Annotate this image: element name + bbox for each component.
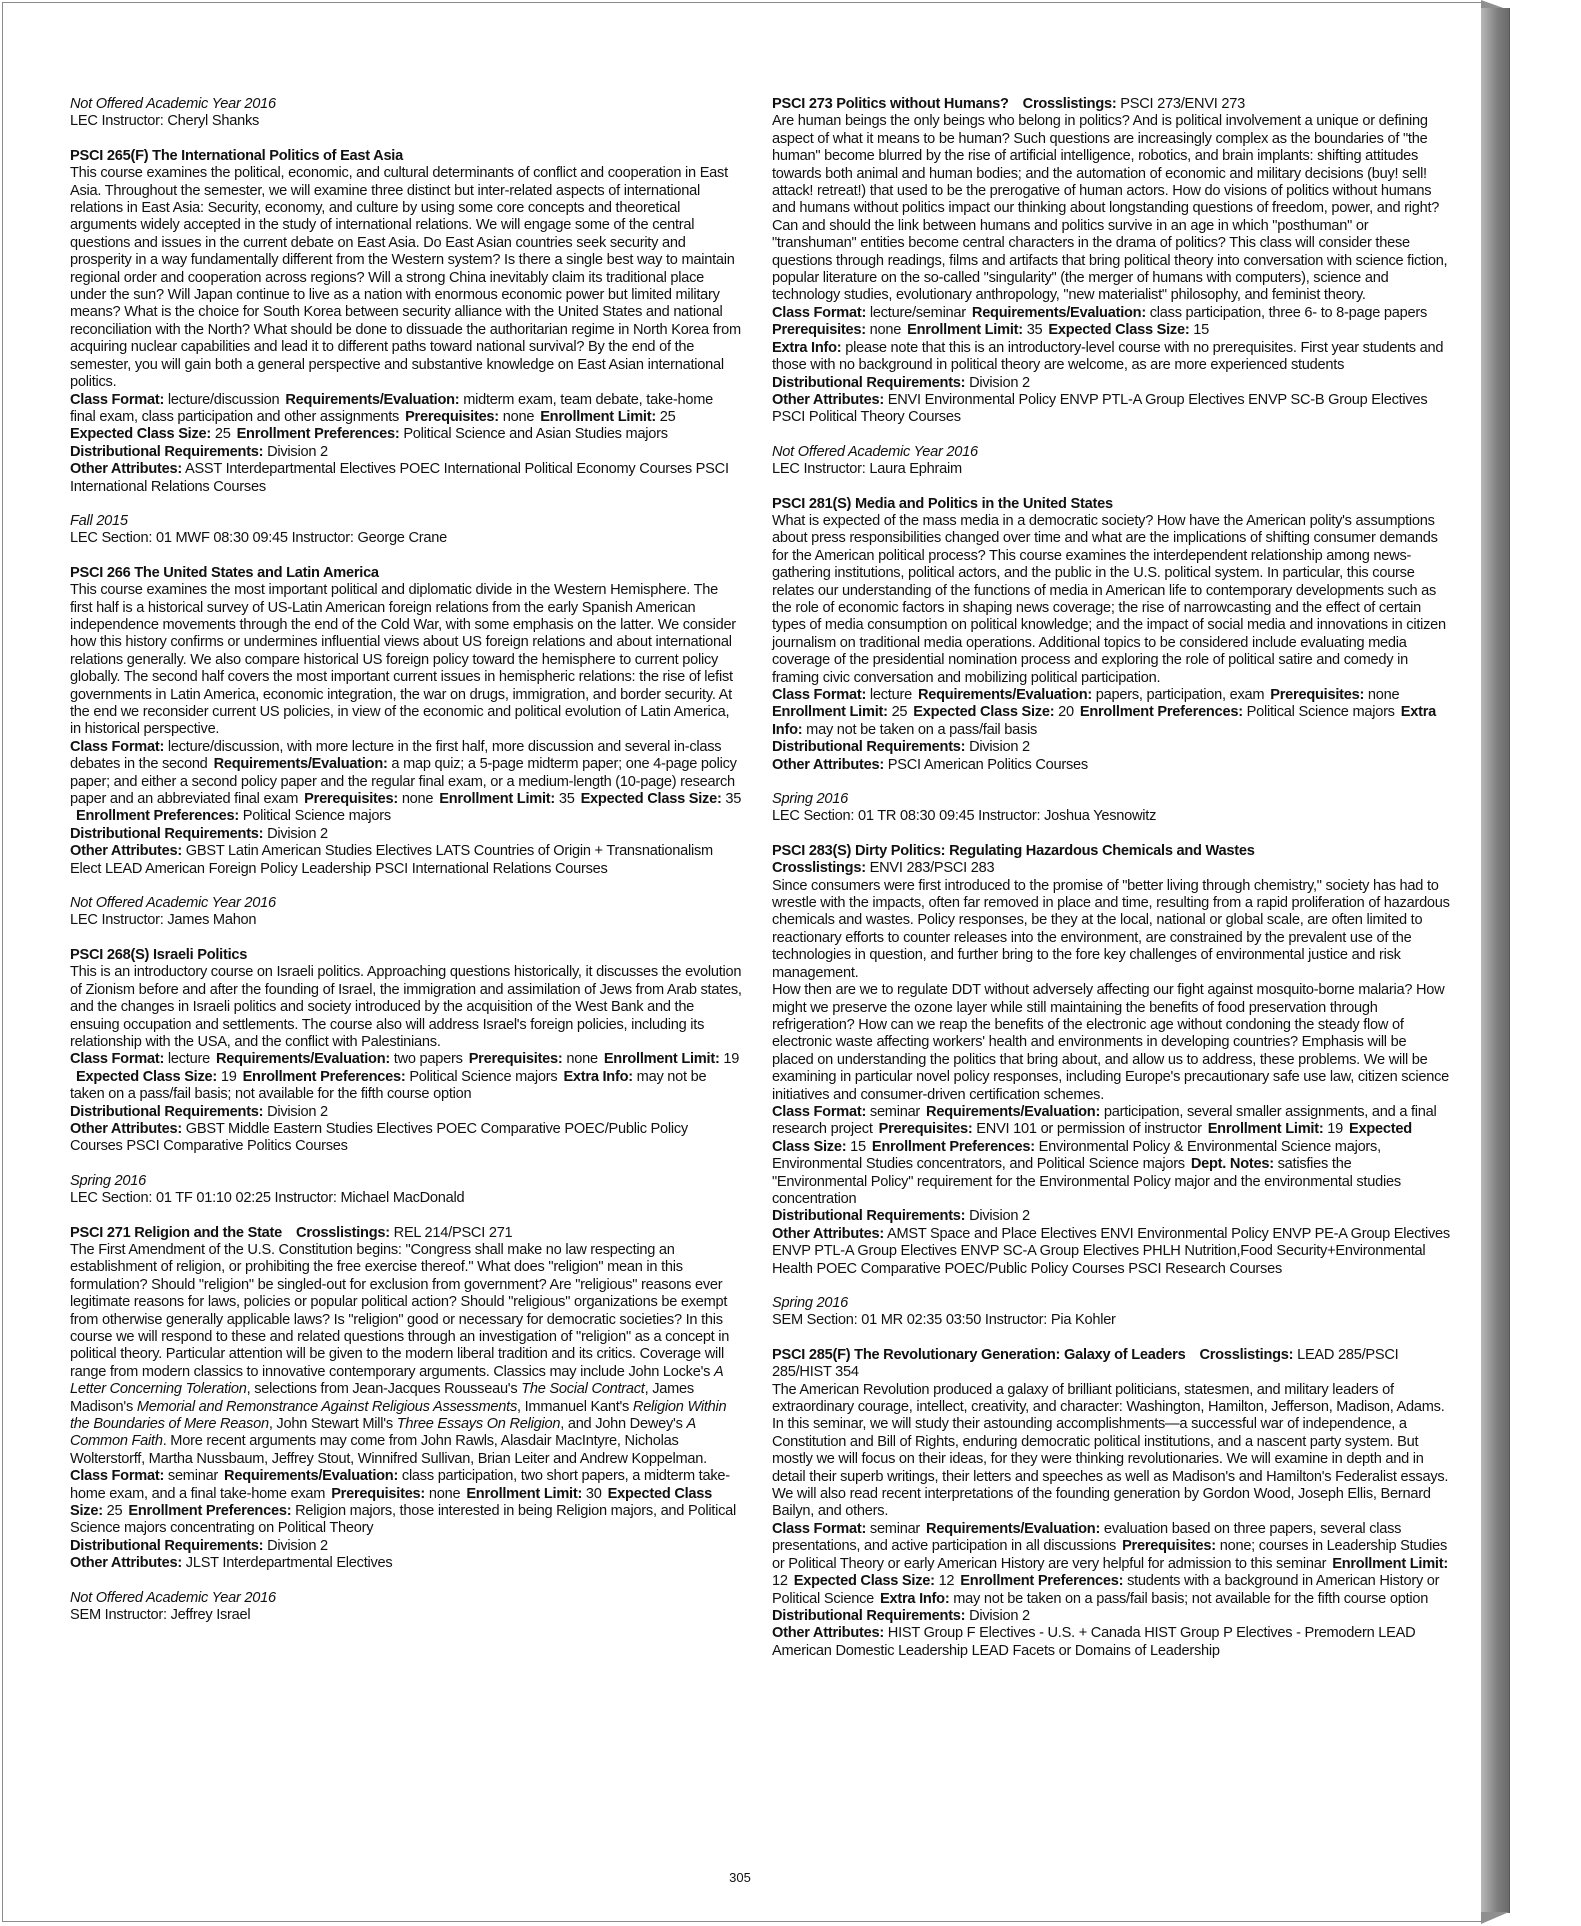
meta-label: Requirements/Evaluation: [971, 304, 1146, 321]
course-meta-line [772, 687, 1450, 739]
meta-value: 19 [1327, 1121, 1343, 1138]
meta-label: Enrollment Limit: [603, 1051, 720, 1068]
meta-value: none [428, 1485, 461, 1502]
meta-value: 12 [772, 1573, 788, 1590]
meta-label: Prerequisites: [1122, 1538, 1216, 1555]
meta-label: Enrollment Preferences: [1079, 704, 1243, 721]
meta-label: Enrollment Limit: [772, 704, 888, 721]
meta-value: ENVI Environmental Policy ENVP PTL-A Group Electives ENVP SC-B Group Electives PSCI Political Theory Courses [772, 391, 1428, 426]
schedule-block [70, 96, 742, 131]
meta-label: Other Attributes: [70, 843, 182, 860]
crosslistings-label: Crosslistings: [296, 1224, 390, 1241]
meta-value: GBST Middle Eastern Studies Electives POEC Comparative POEC/Public Policy Courses PSCI Comparative Politics Courses [70, 1120, 688, 1155]
schedule-term: Not Offered Academic Year 2016 [70, 895, 276, 912]
course-meta-line [70, 826, 742, 843]
meta-label: Enrollment Preferences: [871, 1138, 1035, 1155]
meta-label: Prerequisites: [331, 1485, 426, 1502]
course-description: This course examines the political, economic, and cultural determinants of conflict and cooperation in East Asia. Throughout the semester, we will examine three distinct but inter-related aspects of international relations in East Asia: Security, economy, and culture by using some core concepts and theoretical arguments widely accepted in the study of international relations. We will engage some of the central questions and issues in the current debate on East Asia. Do East Asian countries seek security and prosperity in a way fundamentally different from the Western system? Is there a single best way to maintain regional order and cooperation across regions? Will a strong China inevitably claim its traditional place under the sun? Will Japan continue to live as a nation with enormous economic power but limited military means? What is the choice for South Korea between security alliance with the United States and national reconciliation with the North? What should be done to dissuade the authoritarian regime in North Korea from acquiring nuclear capabilities and lead it to different paths toward national survival? By the end of the semester, you will gain both a general perspective and substantive knowledge on East Asian international politics. [70, 165, 741, 391]
meta-label: Other Attributes: [772, 756, 884, 773]
crosslistings-value: REL 214/PSCI 271 [393, 1224, 513, 1241]
meta-value: may not be taken on a pass/fail basis; not available for the fifth course option [953, 1590, 1429, 1607]
meta-label: Requirements/Evaluation: [213, 756, 388, 773]
meta-value: lecture [167, 1051, 210, 1068]
meta-value: lecture/discussion [167, 391, 280, 408]
meta-value: lecture/seminar [869, 304, 966, 321]
meta-label: Class Format: [772, 1103, 867, 1120]
meta-label: Other Attributes: [70, 461, 182, 478]
meta-label: Prerequisites: [878, 1121, 973, 1138]
meta-label: Enrollment Preferences: [76, 808, 239, 825]
course-description: The First Amendment of the U.S. Constitution begins: "Congress shall make no law respecting an establishment of religion, or prohibiting the free exercise thereof." What does "religion" mean in this formulation? Should "religion" be singled-out for exclusion from government? Are "religious" reasons ever legitimate reasons for laws, policies or popular political action? Should "religious" organizations be exempt from otherwise generally applicable laws? Is "religion" good or necessary for democratic societies? In this course we will respond to these and related questions through an investigation of "religion" as a concept in political theory. Particular attention will be given to the modern liberal tradition and its critics. Coverage will range from modern classics to innovative contemporary arguments. Classics may include John Locke's A Letter Concerning Toleration, selections from Jean-Jacques Rousseau's The Social Contract, James Madison's Memorial and Remonstrance Against Religious Assessments, Immanuel Kant's Religion Within the Boundaries of Mere Reason, John Stewart Mill's Three Essays On Religion, and John Dewey's A Common Faith. More recent arguments may come from John Rawls, Alasdair MacIntyre, Nicholas Wolterstorff, Martha Nussbaum, Jeffrey Stout, Winnifred Sullivan, Brian Leiter and Andrew Koppelman. [70, 1241, 730, 1467]
course-description: This is an introductory course on Israeli politics. Approaching questions historically, it discusses the evolution of Zionism before and after the founding of Israel, the immigration and assimilation of Jews from Arab states, and the changes in Israeli politics and society introduced by the acquisition of the West Bank and the ensuing occupation and settlements. The course also will address Israel's foreign policies, including its relationship with the USA, and the conflict with Palestinians. [70, 964, 742, 1050]
crosslistings-label: Crosslistings: [772, 860, 866, 877]
course-meta-line [772, 392, 1450, 427]
meta-value: Division 2 [267, 1103, 328, 1120]
course-meta-line [70, 1555, 742, 1572]
schedule-details: SEM Section: 01 MR 02:35 03:50 Instructor: Pia Kohler [772, 1312, 1116, 1329]
meta-label: Enrollment Preferences: [128, 1503, 292, 1520]
meta-value: participation, several smaller assignments, and a final research project [772, 1103, 1437, 1138]
meta-label: Expected Class Size: [76, 1068, 218, 1085]
crosslistings-value: LEAD 285/PSCI 285/HIST 354 [772, 1346, 1399, 1381]
course-title-text: PSCI 285(F) The Revolutionary Generation: Galaxy of Leaders [772, 1346, 1186, 1363]
meta-label: Distributional Requirements: [772, 1607, 966, 1624]
course-entry [70, 148, 742, 496]
meta-value: may not be taken on a pass/fail basis; not available for the fifth course option [70, 1068, 707, 1103]
meta-label: Enrollment Limit: [907, 322, 1023, 339]
meta-value: papers, participation, exam [1095, 687, 1265, 703]
meta-label: Expected Class Size: [793, 1573, 935, 1590]
schedule-details: LEC Section: 01 TF 01:10 02:25 Instructor: Michael MacDonald [70, 1190, 465, 1207]
schedule-block [70, 513, 742, 548]
course-meta-line [70, 1104, 742, 1121]
meta-value: lecture/discussion, with more lecture in the first half, more discussion and several in-class debates in the second [70, 738, 722, 773]
schedule-details: LEC Section: 01 MWF 08:30 09:45 Instructor: George Crane [70, 530, 447, 547]
page-curl-edge [1481, 8, 1510, 1913]
course-title [772, 1347, 1450, 1382]
course-title [772, 843, 1450, 860]
meta-value: may not be taken on a pass/fail basis [806, 721, 1038, 738]
meta-label: Requirements/Evaluation: [917, 687, 1092, 703]
meta-value: 30 [585, 1485, 602, 1502]
crosslistings-value: ENVI 283/PSCI 283 [869, 860, 995, 877]
meta-value: none [566, 1051, 598, 1068]
course-meta-line [772, 1226, 1450, 1278]
meta-value: midterm exam, team debate, take-home final exam, class participation and other assignments [70, 391, 713, 425]
schedule-details: LEC Instructor: Laura Ephraim [772, 461, 962, 478]
meta-label: Enrollment Preferences: [242, 1068, 406, 1085]
meta-value: ASST Interdepartmental Electives POEC International Political Economy Courses PSCI International Relations Courses [70, 461, 729, 495]
course-meta-line [772, 1608, 1450, 1625]
meta-value: AMST Space and Place Electives ENVI Environmental Policy ENVP PE-A Group Electives ENVP PTL-A Group Electives ENVP SC-A Group Electives PHLH Nutrition,Food Security+Environmental Health POEC Comparative POEC/Public Policy Courses PSCI Research Courses [772, 1225, 1450, 1277]
course-entry [772, 843, 1450, 1278]
meta-label: Enrollment Preferences: [236, 426, 400, 443]
course-meta-line [772, 739, 1450, 756]
meta-label: Expected Class Size: [70, 1485, 713, 1520]
meta-value: Political Science majors [1246, 704, 1395, 721]
crosslistings-line [772, 860, 1450, 877]
page-curl-bottom [1481, 1912, 1509, 1924]
meta-label: Extra Info: [880, 1590, 950, 1607]
schedule-term: Spring 2016 [772, 1295, 848, 1311]
meta-label: Enrollment Limit: [1207, 1121, 1324, 1138]
meta-label: Other Attributes: [772, 1625, 884, 1642]
meta-label: Expected Class Size: [913, 704, 1055, 721]
meta-value: Political Science majors [242, 808, 391, 825]
meta-label: Extra Info: [772, 339, 842, 356]
meta-value: evaluation based on three papers, several class presentations, and active participation in all discussions [772, 1520, 1402, 1555]
schedule-term: Fall 2015 [70, 512, 128, 529]
meta-value: Division 2 [267, 825, 328, 842]
meta-label: Prerequisites: [468, 1051, 563, 1068]
meta-value: seminar [869, 1103, 921, 1120]
course-description: What is expected of the mass media in a democratic society? How have the American polity's assumptions about press responsibilities changed over time and what are the implications of shifting consumer demands for the American political process? This course examines the interdependent relationship among news-gathering institutions, political actors, and the public in the U.S. political system. In particular, this course relates our understanding of the functions of media in American life to contemporary developments such as the role of economic factors in shaping news coverage; the rise of narrowcasting and the effect of certain types of media consumption on political knowledge; and the impact of social media and innovations in citizen journalism on traditional media operations. Additional topics to be considered include evaluating media coverage of the presidential nomination process and exploring the role of political satire and comedy in framing civic conversation and mobilizing political participation. [772, 512, 1446, 686]
meta-value: 25 [659, 408, 676, 425]
meta-label: Requirements/Evaluation: [215, 1051, 390, 1068]
course-title [70, 148, 742, 165]
meta-label: Expected Class Size: [70, 426, 212, 443]
course-meta-line [772, 340, 1450, 375]
course-title-text: PSCI 273 Politics without Humans? [772, 96, 1009, 112]
meta-label: Distributional Requirements: [70, 1537, 264, 1554]
meta-label: Requirements/Evaluation: [926, 1520, 1101, 1537]
meta-label: Distributional Requirements: [70, 825, 264, 842]
meta-label: Extra Info: [563, 1068, 633, 1085]
course-meta-line [70, 1538, 742, 1555]
schedule-term: Not Offered Academic Year 2016 [772, 443, 978, 460]
course-title-text: PSCI 265(F) The International Politics of East Asia [70, 147, 403, 164]
meta-label: Prerequisites: [405, 408, 499, 425]
meta-value: seminar [869, 1520, 921, 1537]
meta-label: Distributional Requirements: [772, 739, 966, 756]
meta-value: two papers [393, 1051, 463, 1068]
meta-label: Class Format: [772, 304, 867, 321]
course-meta-line [772, 1104, 1450, 1208]
meta-value: none [401, 791, 434, 808]
meta-value: Division 2 [969, 1607, 1030, 1624]
meta-label: Distributional Requirements: [70, 1103, 264, 1120]
meta-label: Expected Class Size: [1048, 322, 1190, 339]
course-title [772, 96, 1450, 113]
course-description: Since consumers were first introduced to the promise of "better living through chemistry," society has had to wrestle with the impacts, often far removed in place and time, resulting from a rapid proliferation of hazardous chemicals and wastes. Policy responses, be they at the local, national or global scale, are often limited to reactionary efforts to counter releases into the environment, are constrained by the prevalent use of the technologies in question, and further bring to the fore key challenges of environmental justice and risk management. [772, 877, 1450, 981]
meta-label: Dept. Notes: [1190, 1156, 1274, 1173]
meta-label: Prerequisites: [772, 322, 866, 339]
course-meta-line [70, 1121, 742, 1156]
schedule-details: SEM Instructor: Jeffrey Israel [70, 1607, 251, 1624]
schedule-term: Spring 2016 [70, 1172, 146, 1189]
course-meta-line [772, 757, 1450, 774]
meta-value: 15 [1193, 322, 1209, 339]
meta-label: Requirements/Evaluation: [285, 391, 460, 408]
course-meta-line [70, 739, 742, 826]
course-description-continued: How then are we to regulate DDT without adversely affecting our fight against mosquito-borne malaria? How might we preserve the ozone layer while still maintaining the benefits of food preservation through refrigeration? How can we reap the benefits of the electronic age without condoning the steady flow of electronic waste affecting workers' health and environments in developing countries? Emphasis will be placed on understanding the politics that bring about, and allow us to address, these problems. We will be examining in particular novel policy responses, including Europe's precautionary safe use law, citizen science initiatives and consumer-driven certification schemes. [772, 982, 1449, 1103]
meta-label: Class Format: [70, 1468, 165, 1485]
meta-value: GBST Latin American Studies Electives LATS Countries of Origin + Transnationalism Elect LEAD American Foreign Policy Leadership PSCI International Relations Courses [70, 843, 713, 877]
schedule-details: LEC Section: 01 TR 08:30 09:45 Instructor: Joshua Yesnowitz [772, 808, 1157, 825]
schedule-block [70, 895, 742, 930]
course-meta-line [772, 1521, 1450, 1608]
course-description: Are human beings the only beings who belong in politics? And is political involvement a unique or defining aspect of what it means to be human? Such questions are increasingly complex as the boundaries of "the human" become blurred by the rise of artificial intelligence, robotics, and brain implants: shifting attitudes towards both animal and human bodies; and the automation of economic and military decisions (buy! sell! attack! retreat!) that used to be the prerogative of human actors. How do visions of politics without humans and humans without politics impact our thinking about longstanding questions of freedom, power, and right? Can and should the link between humans and politics survive in an age in which "posthuman" or "transhuman" entities become central characters in the drama of politics? This class will consider these questions through readings, films and artifacts that bring political theory into conversation with science fiction, popular literature on the so-called "singularity" (the merger of humans with computers), science and technology studies, evolutionary anthropology, "new materialist" philosophy, and feminist theory. [772, 113, 1448, 304]
course-meta-line [772, 305, 1450, 340]
meta-value: 25 [106, 1503, 123, 1520]
meta-value: 35 [1026, 322, 1043, 339]
meta-value: JLST Interdepartmental Electives [185, 1555, 393, 1572]
meta-value: Division 2 [969, 739, 1030, 756]
meta-value: please note that this is an introductory-level course with no prerequisites. First year students and those with no background in political theory are welcome, as are more experienced students [772, 339, 1444, 374]
meta-value: 20 [1058, 704, 1074, 721]
meta-value: none [1367, 687, 1400, 703]
course-entry [70, 565, 742, 878]
meta-label: Expected Class Size: [580, 791, 722, 808]
meta-value: PSCI American Politics Courses [887, 756, 1088, 773]
meta-value: none [502, 408, 535, 425]
meta-label: Enrollment Limit: [1332, 1555, 1448, 1572]
meta-value: 15 [850, 1138, 866, 1155]
meta-value: Division 2 [267, 443, 328, 460]
course-title [70, 947, 742, 964]
schedule-block [70, 1173, 742, 1208]
course-title-text: PSCI 266 The United States and Latin America [70, 564, 379, 581]
meta-label: Distributional Requirements: [772, 374, 966, 391]
schedule-term: Not Offered Academic Year 2016 [70, 1589, 276, 1606]
meta-value: 35 [558, 791, 575, 808]
meta-value: seminar [167, 1468, 219, 1485]
crosslistings-label: Crosslistings: [1022, 96, 1117, 112]
meta-label: Enrollment Limit: [466, 1485, 583, 1502]
page-number: 305 [729, 1870, 751, 1885]
schedule-details: LEC Instructor: Cheryl Shanks [70, 113, 260, 130]
meta-value: ENVI 101 or permission of instructor [976, 1121, 1202, 1138]
course-meta-line [772, 1208, 1450, 1225]
meta-value: Division 2 [969, 1208, 1030, 1225]
meta-label: Other Attributes: [70, 1120, 182, 1137]
meta-label: Other Attributes: [772, 1225, 884, 1242]
meta-label: Class Format: [70, 1051, 165, 1068]
meta-value: none [869, 322, 902, 339]
course-title-text: PSCI 271 Religion and the State [70, 1224, 283, 1241]
meta-label: Class Format: [772, 1520, 867, 1537]
meta-label: Requirements/Evaluation: [926, 1103, 1101, 1120]
course-title [772, 496, 1450, 513]
course-entry [772, 96, 1450, 427]
course-description: This course examines the most important political and diplomatic divide in the Western Hemisphere. The first half is a historical survey of US-Latin American foreign relations from the early Spanish American independence movements through the end of the Cold War, with some emphasis on the latter. We consider how this history confirms or undermines influential views about US foreign relations and about international relations generally. We also compare historical US foreign policy toward the hemisphere to current policy globally. The second half covers the most important current issues in hemispheric relations: the rise of lefist governments in Latin America, economic integration, the war on drugs, immigration, and border security. At the end we reconsider current US policies, in view of the economic and political evolution of Latin America, in historical perspective. [70, 582, 736, 738]
meta-label: Prerequisites: [304, 791, 398, 808]
meta-label: Distributional Requirements: [70, 443, 264, 460]
right-column [772, 96, 1450, 1677]
meta-value: Division 2 [969, 374, 1030, 391]
schedule-block [772, 444, 1450, 479]
course-title-text: PSCI 283(S) Dirty Politics: Regulating Hazardous Chemicals and Wastes [772, 842, 1255, 859]
meta-label: Other Attributes: [772, 391, 884, 408]
meta-value: Religion majors, those interested in being Religion majors, and Political Science majors concentrating on Political Theory [70, 1503, 737, 1537]
meta-value: students with a background in American History or Political Science [772, 1573, 1440, 1607]
course-entry [772, 496, 1450, 775]
meta-value: Political Science majors [409, 1068, 558, 1085]
meta-value: HIST Group F Electives - U.S. + Canada HIST Group P Electives - Premodern LEAD American Domestic Leadership LEAD Facets or Domains of Leadership [772, 1625, 1416, 1659]
meta-label: Requirements/Evaluation: [224, 1468, 399, 1485]
meta-label: Class Format: [70, 391, 165, 408]
course-meta-line [70, 1051, 742, 1103]
left-column [70, 96, 742, 1642]
meta-label: Enrollment Preferences: [960, 1573, 1124, 1590]
course-entry [772, 1347, 1450, 1660]
meta-label: Enrollment Limit: [439, 791, 556, 808]
course-title [70, 565, 742, 582]
meta-label: Prerequisites: [1270, 687, 1365, 703]
meta-value: Political Science and Asian Studies majors [403, 426, 668, 443]
course-meta-line [70, 843, 742, 878]
meta-value: class participation, three 6- to 8-page papers [1149, 304, 1428, 321]
course-title-text: PSCI 281(S) Media and Politics in the United States [772, 495, 1113, 512]
meta-label: Expected Class Size: [772, 1121, 1412, 1155]
meta-label: Class Format: [772, 687, 867, 703]
meta-value: 25 [891, 704, 908, 721]
course-meta-line [772, 375, 1450, 392]
schedule-details: LEC Instructor: James Mahon [70, 912, 257, 929]
course-description: The American Revolution produced a galaxy of brilliant politicians, statesmen, and military leaders of extraordinary courage, intellect, creativity, and character: Washington, Hamilton, Jefferson, Madison, Adams. In this seminar, we will study their astounding accomplishments—a successful war of independence, a Constitution and Bill of Rights, enduring democratic political institutions, and a nascent party system. But mostly we will focus on their ideas, for they were thinking revolutionaries. We will examine in depth and in detail their superb writings, their letters and speeches as well as Madison's and Hamilton's Federalist essays. We will also read recent interpretations of the founding generation by Gordon Wood, Joseph Ellis, Bernard Bailyn, and others. [772, 1381, 1449, 1520]
meta-label: Extra Info: [772, 704, 1436, 738]
meta-value: a map quiz; a 5-page midterm paper; one 4-page policy paper; and either a second policy paper and the regular final exam, or a medium-length (10-page) research paper and an abbreviated final exam [70, 756, 737, 808]
meta-value: 12 [938, 1573, 955, 1590]
course-title-text: PSCI 268(S) Israeli Politics [70, 946, 248, 963]
schedule-block [772, 791, 1450, 826]
meta-value: 19 [220, 1068, 237, 1085]
meta-value: class participation, two short papers, a midterm take-home exam, and a final take-home exam [70, 1468, 730, 1502]
meta-value: lecture [869, 687, 912, 703]
meta-value: none; courses in Leadership Studies or Political Theory or early American History are very helpful for admission to this seminar [772, 1538, 1448, 1572]
meta-value: 19 [723, 1051, 740, 1068]
meta-label: Distributional Requirements: [772, 1208, 966, 1225]
meta-value: 35 [725, 791, 742, 808]
course-meta-line [70, 444, 742, 461]
meta-value: satisfies the "Environmental Policy" requirement for the Environmental Policy major and the environmental studies concentration [772, 1156, 1401, 1207]
course-meta-line [772, 1625, 1450, 1660]
crosslistings-value: PSCI 273/ENVI 273 [1120, 96, 1246, 112]
schedule-block [70, 1590, 742, 1625]
schedule-term: Not Offered Academic Year 2016 [70, 96, 276, 112]
meta-label: Class Format: [70, 738, 165, 755]
course-meta-line [70, 1468, 742, 1538]
meta-label: Enrollment Limit: [540, 408, 656, 425]
course-entry [70, 1225, 742, 1573]
course-meta-line [70, 461, 742, 496]
course-entry [70, 947, 742, 1156]
crosslistings-label: Crosslistings: [1199, 1346, 1294, 1363]
schedule-block [772, 1295, 1450, 1330]
meta-value: Division 2 [267, 1537, 328, 1554]
meta-label: Other Attributes: [70, 1555, 182, 1572]
course-meta-line [70, 392, 742, 444]
meta-value: Environmental Policy & Environmental Science majors, Environmental Studies concentrators, and Political Science majors [772, 1138, 1381, 1173]
schedule-term: Spring 2016 [772, 791, 848, 808]
course-title [70, 1225, 742, 1242]
meta-value: 25 [214, 426, 231, 443]
